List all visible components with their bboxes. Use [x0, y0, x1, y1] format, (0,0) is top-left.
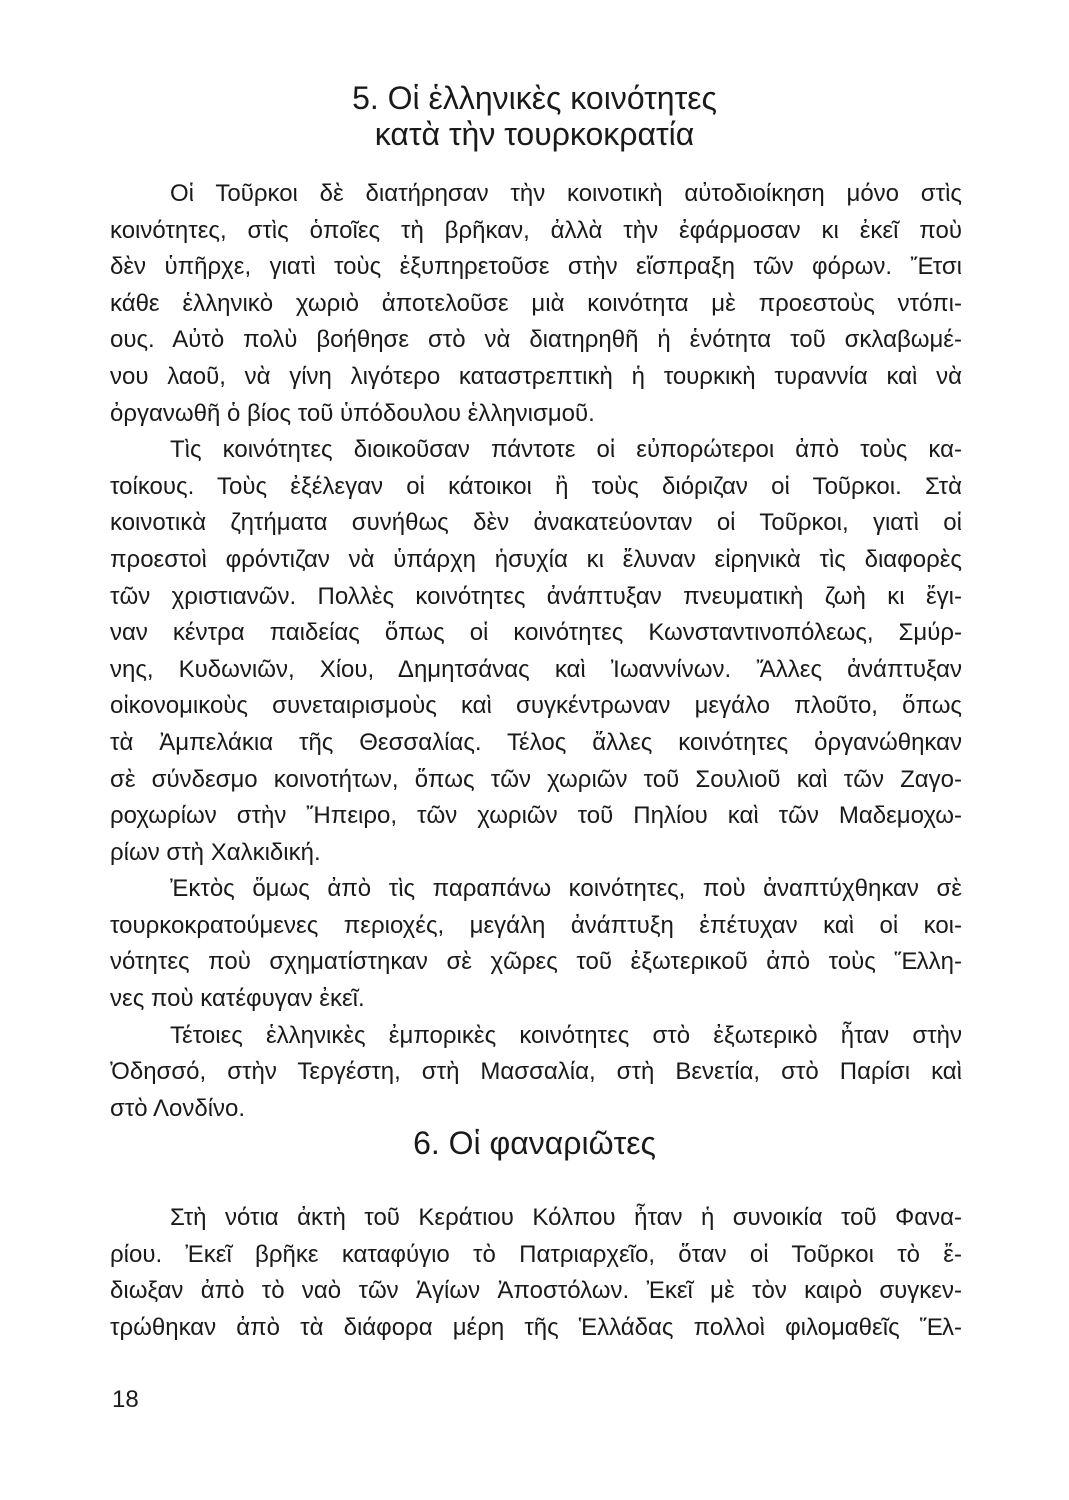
- page-number: 18: [112, 1386, 139, 1413]
- text-line: οἰκονομικοὺς συνεταιρισμοὺς καὶ συγκέντρωναν μεγάλο πλοῦτο, ὅπως: [110, 692, 962, 720]
- text-line: ναν κέντρα παιδείας ὅπως οἱ κοινότητες Κωνσταντινοπόλεως, Σμύρ-: [110, 619, 962, 647]
- text-line: προεστοὶ φρόντιζαν νὰ ὑπάρχη ἡσυχία κι ἔλυναν εἰρηνικὰ τὶς διαφορὲς: [110, 545, 962, 573]
- paragraph: [110, 871, 962, 1017]
- text-line: τρώθηκαν ἀπὸ τὰ διάφορα μέρη τῆς Ἑλλάδας πολλοὶ φιλομαθεῖς Ἕλ-: [110, 1313, 962, 1341]
- text-line: νες ποὺ κατέφυγαν ἐκεῖ.: [110, 985, 365, 1013]
- text-line: κάθε ἑλληνικὸ χωριὸ ἀποτελοῦσε μιὰ κοινότητα μὲ προεστοὺς ντόπι-: [110, 289, 962, 317]
- text-line: ροχωρίων στὴν Ἤπειρο, τῶν χωριῶν τοῦ Πηλίου καὶ τῶν Μαδεμοχω-: [110, 802, 962, 830]
- text-line: στὸ Λονδίνο.: [110, 1094, 246, 1122]
- section-5-body: [110, 176, 962, 1127]
- text-line: Τέτοιες ἑλληνικὲς ἐμπορικὲς κοινότητες στὸ ἐξωτερικὸ ἦταν στὴν: [170, 1021, 962, 1049]
- text-line: ρίου. Ἐκεῖ βρῆκε καταφύγιο τὸ Πατριαρχεῖο, ὅταν οἱ Τοῦρκοι τὸ ἔ-: [110, 1240, 962, 1268]
- section-5-title-line-1: 5. Οἱ ἑλληνικὲς κοινότητες: [352, 80, 717, 116]
- section-6-body: [110, 1200, 962, 1346]
- text-line: ὀργανωθῆ ὁ βίος τοῦ ὑπόδουλου ἑλληνισμοῦ.: [110, 399, 595, 427]
- text-line: τοίκους. Τοὺς ἐξέλεγαν οἱ κάτοικοι ἢ τοὺς διόριζαν οἱ Τοῦρκοι. Στὰ: [110, 472, 962, 500]
- text-line: νης, Κυδωνιῶν, Χίου, Δημητσάνας καὶ Ἰωαννίνων. Ἄλλες ἀνάπτυξαν: [110, 655, 962, 683]
- text-line: σὲ σύνδεσμο κοινοτήτων, ὅπως τῶν χωριῶν τοῦ Σουλιοῦ καὶ τῶν Ζαγο-: [110, 765, 962, 793]
- text-line: τῶν χριστιανῶν. Πολλὲς κοινότητες ἀνάπτυξαν πνευματικὴ ζωὴ κι ἔγι-: [110, 582, 962, 610]
- text-line: νου λαοῦ, νὰ γίνη λιγότερο καταστρεπτικὴ ἡ τουρκικὴ τυραννία καὶ νὰ: [110, 362, 962, 390]
- section-5-title-line-2: κατὰ τὴν τουρκοκρατία: [374, 116, 695, 152]
- text-line: κοινοτικὰ ζητήματα συνήθως δὲν ἀνακατεύονταν οἱ Τοῦρκοι, γιατὶ οἱ: [110, 509, 962, 537]
- text-line: τουρκοκρατούμενες περιοχές, μεγάλη ἀνάπτυξη ἐπέτυχαν καὶ οἱ κοι-: [110, 911, 962, 939]
- text-line: τὰ Ἀμπελάκια τῆς Θεσσαλίας. Τέλος ἄλλες κοινότητες ὀργανώθηκαν: [110, 728, 962, 756]
- text-line: κοινότητες, στὶς ὁποῖες τὴ βρῆκαν, ἀλλὰ τὴν ἐφάρμοσαν κι ἐκεῖ ποὺ: [110, 216, 962, 244]
- text-line: Στὴ νότια ἀκτὴ τοῦ Κεράτιου Κόλπου ἦταν ἡ συνοικία τοῦ Φανα-: [170, 1204, 962, 1231]
- text-line: Οἱ Τοῦρκοι δὲ διατήρησαν τὴν κοινοτικὴ αὐτοδιοίκηση μόνο στὶς: [170, 180, 962, 207]
- text-line: Ἐκτὸς ὅμως ἀπὸ τὶς παραπάνω κοινότητες, ποὺ ἀναπτύχθηκαν σὲ: [170, 875, 962, 903]
- paragraph: [110, 432, 962, 871]
- text-line: ρίων στὴ Χαλκιδική.: [110, 838, 321, 866]
- section-6-title: 6. Οἱ φαναριῶτες: [413, 1125, 656, 1161]
- text-line: ους. Αὐτὸ πολὺ βοήθησε στὸ νὰ διατηρηθῆ ἡ ἑνότητα τοῦ σκλαβωμέ-: [110, 326, 962, 354]
- text-line: Τὶς κοινότητες διοικοῦσαν πάντοτε οἱ εὐπορώτεροι ἀπὸ τοὺς κα-: [170, 436, 962, 464]
- paragraph: [110, 1018, 962, 1128]
- text-line: δὲν ὑπῆρχε, γιατὶ τοὺς ἐξυπηρετοῦσε στὴν εἴσπραξη τῶν φόρων. Ἔτσι: [110, 253, 962, 281]
- text-line: Ὀδησσό, στὴν Τεργέστη, στὴ Μασσαλία, στὴ Βενετία, στὸ Παρίσι καὶ: [110, 1058, 962, 1086]
- paragraph: [110, 1200, 962, 1346]
- paragraph: [110, 176, 962, 432]
- text-line: νότητες ποὺ σχηματίστηκαν σὲ χῶρες τοῦ ἐξωτερικοῦ ἀπὸ τοὺς Ἕλλη-: [110, 948, 962, 976]
- text-line: διωξαν ἀπὸ τὸ ναὸ τῶν Ἁγίων Ἀποστόλων. Ἐκεῖ μὲ τὸν καιρὸ συγκεν-: [110, 1277, 962, 1305]
